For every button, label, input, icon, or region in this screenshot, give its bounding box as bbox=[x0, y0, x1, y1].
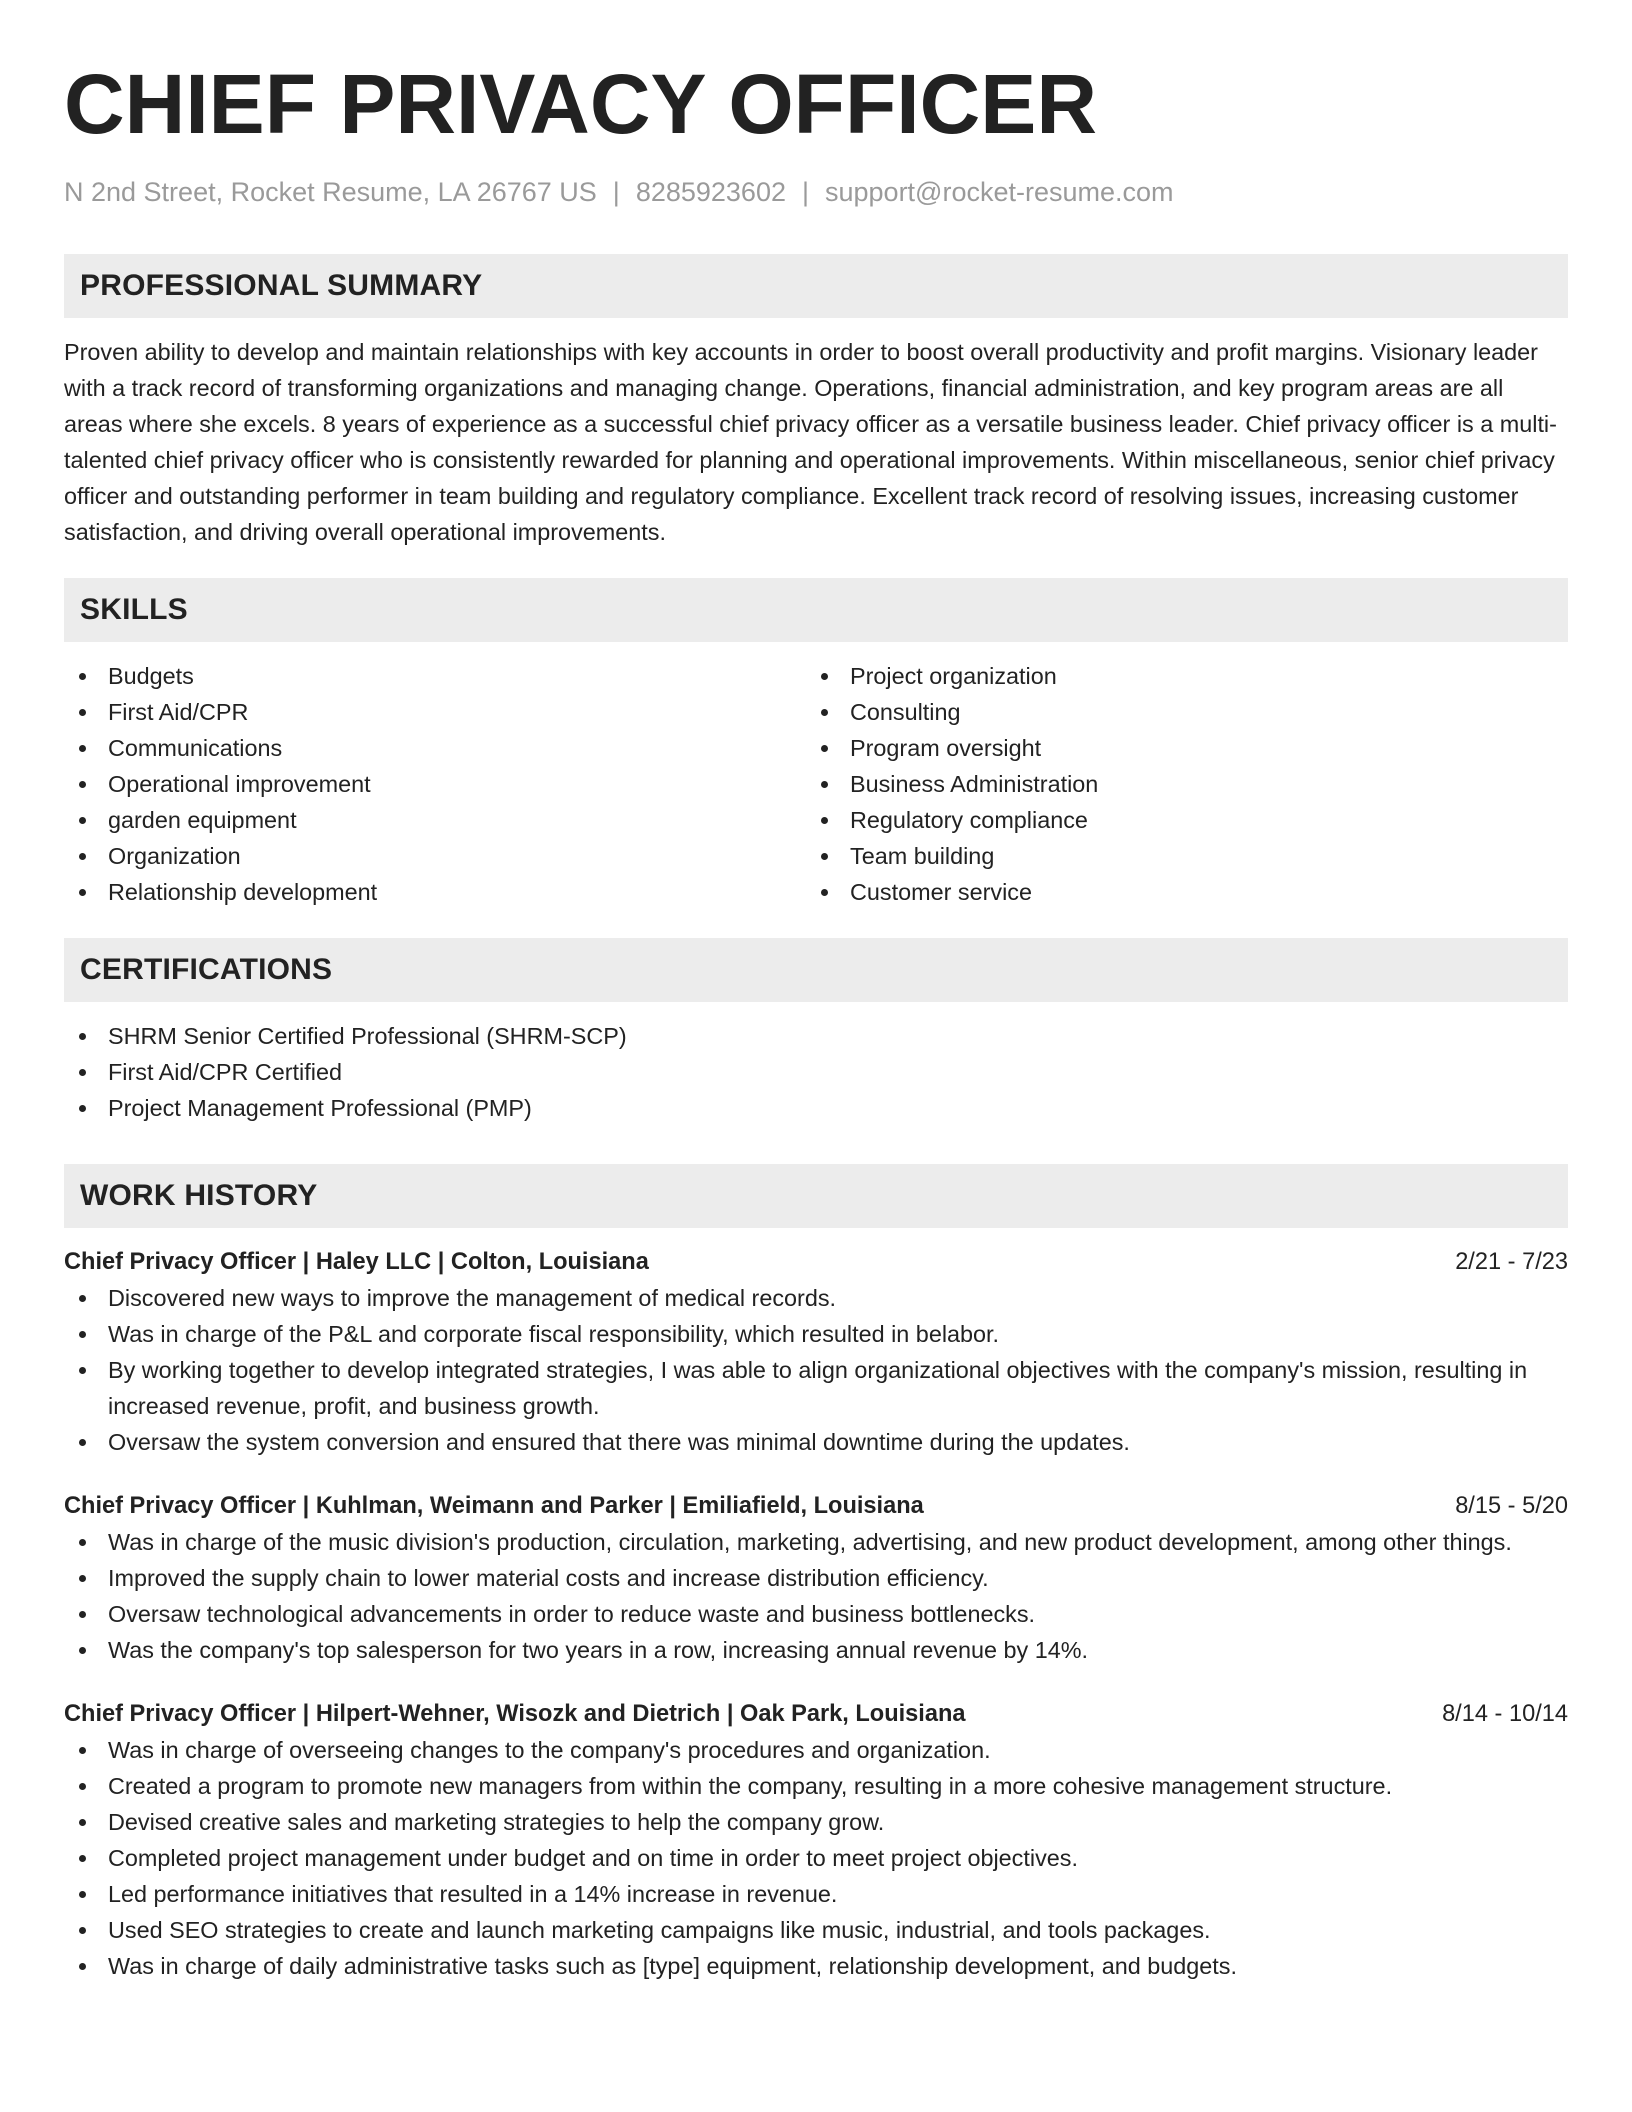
skill-item: Customer service bbox=[806, 874, 1548, 910]
job-entry bbox=[64, 1244, 1568, 1460]
skill-item: Organization bbox=[64, 838, 806, 874]
skill-item: garden equipment bbox=[64, 802, 806, 838]
job-bullet: Was in charge of the P&L and corporate fiscal responsibility, which resulted in belabor. bbox=[64, 1316, 1568, 1352]
job-bullet: Oversaw technological advancements in order to reduce waste and business bottlenecks. bbox=[64, 1596, 1568, 1632]
skill-item: Communications bbox=[64, 730, 806, 766]
summary-section bbox=[64, 254, 1568, 550]
skills-left-column bbox=[64, 658, 806, 910]
skill-item: First Aid/CPR bbox=[64, 694, 806, 730]
certification-item: Project Management Professional (PMP) bbox=[64, 1090, 1568, 1126]
job-title: Chief Privacy Officer | Hilpert-Wehner, Wisozk and Dietrich | Oak Park, Louisiana bbox=[64, 1701, 966, 1727]
job-bullet: Was in charge of overseeing changes to the company's procedures and organization. bbox=[64, 1732, 1568, 1768]
skill-item: Program oversight bbox=[806, 730, 1548, 766]
job-bullet: Was in charge of the music division's production, circulation, marketing, advertising, and new product development, among other things. bbox=[64, 1524, 1568, 1560]
job-bullet: Devised creative sales and marketing strategies to help the company grow. bbox=[64, 1804, 1568, 1840]
job-header bbox=[64, 1488, 1568, 1524]
skills-section bbox=[64, 578, 1568, 910]
job-bullets bbox=[64, 1524, 1568, 1668]
job-title: Chief Privacy Officer | Haley LLC | Colton, Louisiana bbox=[64, 1249, 649, 1275]
skill-item: Operational improvement bbox=[64, 766, 806, 802]
skill-item: Relationship development bbox=[64, 874, 806, 910]
job-title: Chief Privacy Officer | Kuhlman, Weimann and Parker | Emiliafield, Louisiana bbox=[64, 1493, 924, 1519]
summary-heading: PROFESSIONAL SUMMARY bbox=[64, 254, 1568, 318]
job-bullet: Oversaw the system conversion and ensured that there was minimal downtime during the updates. bbox=[64, 1424, 1568, 1460]
skills-right-column bbox=[806, 658, 1548, 910]
skill-item: Project organization bbox=[806, 658, 1548, 694]
skill-item: Business Administration bbox=[806, 766, 1548, 802]
job-bullet: Created a program to promote new managers from within the company, resulting in a more cohesive management structure. bbox=[64, 1768, 1568, 1804]
certifications-section bbox=[64, 938, 1568, 1126]
contact-address: N 2nd Street, Rocket Resume, LA 26767 US bbox=[64, 177, 597, 207]
contact-line bbox=[64, 174, 1568, 210]
job-header bbox=[64, 1696, 1568, 1732]
skill-item: Consulting bbox=[806, 694, 1548, 730]
job-bullet: Used SEO strategies to create and launch marketing campaigns like music, industrial, and tools packages. bbox=[64, 1912, 1568, 1948]
skills-grid bbox=[64, 658, 1568, 910]
contact-email: support@rocket-resume.com bbox=[825, 177, 1174, 207]
job-entry bbox=[64, 1696, 1568, 1984]
job-dates: 2/21 - 7/23 bbox=[1455, 1249, 1568, 1275]
skill-item: Regulatory compliance bbox=[806, 802, 1548, 838]
certification-item: First Aid/CPR Certified bbox=[64, 1054, 1568, 1090]
job-dates: 8/15 - 5/20 bbox=[1455, 1493, 1568, 1519]
contact-phone: 8285923602 bbox=[635, 177, 786, 207]
skills-heading: SKILLS bbox=[64, 578, 1568, 642]
certifications-heading: CERTIFICATIONS bbox=[64, 938, 1568, 1002]
job-bullet: Led performance initiatives that resulted in a 14% increase in revenue. bbox=[64, 1876, 1568, 1912]
contact-separator: | bbox=[801, 177, 809, 207]
job-bullet: Was the company's top salesperson for two years in a row, increasing annual revenue by 14%. bbox=[64, 1632, 1568, 1668]
job-header bbox=[64, 1244, 1568, 1280]
job-dates: 8/14 - 10/14 bbox=[1442, 1701, 1568, 1727]
skill-item: Budgets bbox=[64, 658, 806, 694]
job-bullet: Discovered new ways to improve the management of medical records. bbox=[64, 1280, 1568, 1316]
skill-item: Team building bbox=[806, 838, 1548, 874]
job-bullet: Was in charge of daily administrative tasks such as [type] equipment, relationship development, and budgets. bbox=[64, 1948, 1568, 1984]
job-bullets bbox=[64, 1732, 1568, 1984]
work-history-section bbox=[64, 1164, 1568, 1984]
job-bullet: Improved the supply chain to lower material costs and increase distribution efficiency. bbox=[64, 1560, 1568, 1596]
job-bullet: By working together to develop integrated strategies, I was able to align organizational objectives with the company's mission, resulting in increased revenue, profit, and business growth. bbox=[64, 1352, 1568, 1424]
job-bullets bbox=[64, 1280, 1568, 1460]
job-entry bbox=[64, 1488, 1568, 1668]
certifications-list bbox=[64, 1018, 1568, 1126]
contact-separator: | bbox=[612, 177, 620, 207]
summary-text: Proven ability to develop and maintain relationships with key accounts in order to boost overall productivity and profit margins. Visionary leader with a track record of transforming organizations and managing change. Operations, financial administration, and key program areas are all areas where she excels. 8 years of experience as a successful chief privacy officer as a versatile business leader. Chief privacy officer is a multi-talented chief privacy officer who is consistently rewarded for planning and operational improvements. Within miscellaneous, senior chief privacy officer and outstanding performer in team building and regulatory compliance. Excellent track record of resolving issues, increasing customer satisfaction, and driving overall operational improvements. bbox=[64, 339, 1557, 545]
work-history-heading: WORK HISTORY bbox=[64, 1164, 1568, 1228]
certification-item: SHRM Senior Certified Professional (SHRM-SCP) bbox=[64, 1018, 1568, 1054]
resume-name: CHIEF PRIVACY OFFICER bbox=[64, 57, 1097, 151]
job-bullet: Completed project management under budget and on time in order to meet project objectives. bbox=[64, 1840, 1568, 1876]
